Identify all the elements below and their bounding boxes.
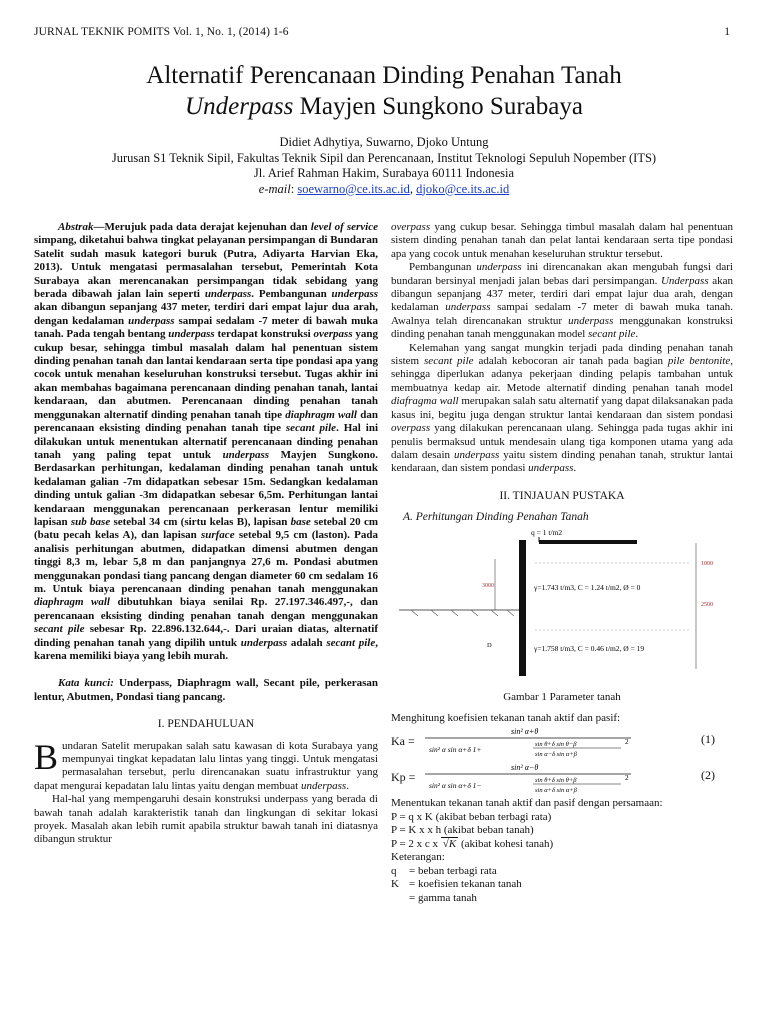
italic-term: overpass bbox=[391, 221, 431, 233]
text-run: . bbox=[573, 462, 577, 475]
right-column bbox=[391, 221, 733, 905]
section-1-heading: I. PENDAHULUAN bbox=[157, 718, 255, 731]
text-run: , karena memiliki biaya yang lebih murah. bbox=[34, 636, 379, 662]
text-run: . Pembangunan bbox=[251, 288, 332, 301]
figure-caption: Gambar 1 Parameter tanah bbox=[503, 690, 621, 703]
italic-term: underpass bbox=[300, 779, 347, 792]
text-run: yang dilakukan perencanaan ulang. Sehingga pada tugas akhir ini penulis bermaksud untuk mendesain ulang tiga komponen utama yang ada dalam desain bbox=[391, 422, 733, 461]
text-run: sampai sedalam -7 meter di bawah muka tanah. Awalnya telah direncanakan struktur bbox=[391, 301, 733, 327]
text-run: —Merujuk pada data derajat kejenuhan dan bbox=[93, 221, 311, 233]
q-label: q = 1 t/m2 bbox=[531, 528, 563, 537]
italic-term: pile bentonite bbox=[667, 355, 731, 368]
abstract: Abstrak—Merujuk pada data derajat kejenuhan dan level of service simpang, diketahui bahwa tingkat pelayanan persimpangan di Bundaran Satelit sudah masuk kategori buruk (Putra, Adiyarta Harvian Eka, 2013). Untuk mengatasi permasalahan tersebut, Pemerintah Kota Surabaya akan merencanakan persimpangan tidak sebidang yang berada dibawah jalan lain seperti underpass. Pembangunan underpass akan dibangun sepanjang 437 meter, terdiri dari empat lajur dua arah, dengan kedalaman underpass sampai sedalam -7 meter di bawah muka tanah. Pada tengah bentang underpass terdapat konstruksi overpass yang cukup besar, sehingga timbul masalah dalam hal penentuan sistem dinding penahan tanah dan lantai kendaraan serta tipe pondasi apa yang cocok untuk menahan keseluruhan konstruksi tersebut. Tugas akhir ini akan membahas bagaimana perencanaan dinding penahan tanah, lantai kendaraan, dan abutmen. Perencanaan dinding penahan tanah menggunakan alternatif dinding penahan tanah tipe diaphragm wall dan perencanaan eksisting dinding penahan tanah tipe secant pile. Hal ini dilakukan untuk menentukan alternatif perencanaan dinding penahan tanah yang paling tepat untuk underpass Mayjen Sungkono. Berdasarkan perhitungan, kedalaman dinding penahan tanah untuk kedalaman galian -7m didapatkan sebesar 15m. Sedangkan kedalaman dinding untuk galian -3m didapatkan sebesar 6,5m. Perhitungan lantai kendaraan menggunakan perencanaan perkerasan lentur memiliki lapisan sub base setebal 34 cm (sirtu kelas B), lapisan base setebal 20 cm (batu pecah kelas A), dan lapisan surface setebal 9,5 cm (laston). Pada analisis perhitungan abutmen, didapatkan dimensi abutmen dengan tinggi 8,3 m, lebar 5,8 m dan panjangnya 27,6 m. Pondasi abutmen menggunakan pondasi tiang pancang dengan diameter 60 cm sedalam 16 m. Untuk biaya perencanaan dinding penahan tanah menggunakan diaphragm wall dibutuhkan biaya senilai Rp. 27.197.346.497,-, dan perencanaan eksisting dinding penahan tanah dengan menggunakan secant pile sebesar Rp. 22.896.132.644,-. Dari uraian diatas, alternatif dinding penahan tanah yang dipilih untuk underpass adalah secant pile, karena memiliki biaya yang lebih murah. bbox=[34, 221, 379, 662]
d-label: D bbox=[487, 641, 492, 649]
svg-text:sin² α sin α+δ 1+: sin² α sin α+δ 1+ bbox=[429, 745, 482, 755]
italic-term: underpass bbox=[528, 462, 574, 475]
italic-term: diaphragm wall bbox=[285, 408, 357, 421]
figure-soil-parameters bbox=[391, 529, 733, 687]
italic-term: secant pile bbox=[424, 355, 474, 368]
keterangan-label: Keterangan: bbox=[391, 851, 445, 864]
keterangan-list bbox=[391, 865, 733, 906]
text-run: menggunakan konstruksi dinding penahan tanah menggunakan model bbox=[391, 314, 733, 341]
dim-1000: 1000 bbox=[701, 560, 713, 567]
right-paragraph-2 bbox=[391, 261, 733, 341]
svg-text:2: 2 bbox=[625, 774, 629, 783]
email-link-1[interactable]: soewarno@ce.its.ac.id bbox=[297, 181, 410, 196]
layer-2-params: γ=1.758 t/m3, C = 0.46 t/m2, Ø = 19 bbox=[534, 643, 645, 653]
keterangan-desc: = koefisien tekanan tanah bbox=[409, 878, 522, 891]
dim-2500: 2500 bbox=[701, 601, 713, 608]
section-2-heading: II. TINJAUAN PUSTAKA bbox=[499, 489, 625, 502]
text-run: setebal 34 cm (sirtu kelas B), lapisan bbox=[110, 515, 291, 528]
text-run: sampai sedalam -7 meter di bawah muka tanah. Pada tengah bentang bbox=[34, 314, 378, 341]
text-run: sebesar Rp. 22.896.132.644,-. Dari uraian diatas, alternatif dinding penahan tanah yang dipilih untuk bbox=[34, 623, 378, 649]
soil-diagram bbox=[391, 529, 733, 687]
svg-text:sin α+δ sin α+β: sin α+δ sin α+β bbox=[535, 787, 577, 795]
intro-paragraph-1 bbox=[34, 736, 378, 794]
italic-term: secant pile bbox=[285, 422, 337, 435]
ka-fraction bbox=[421, 725, 711, 761]
text-run: yaitu sistem dinding penahan tanah, struktur lantai kendaraan, dan sistem pondasi bbox=[391, 448, 734, 475]
text-run: akan dibangun sepanjang 437 meter, terdiri dari empat lajur dua arah, dengan kedalaman bbox=[391, 274, 734, 314]
text-run: setebal 9,5 cm (laston). Pada analisis perhitungan abutmen, didapatkan dimensi abutmen dengan tinggi 8,3 m, lebar 5,8 m dan panjangnya 27,6 m. Pondasi abutmen menggunakan pondasi tiang pancang dengan diameter 60 cm sedalam 16 m. Untuk biaya perencanaan dinding penahan tanah menggunakan bbox=[34, 529, 378, 595]
intro-paragraph-2: Hal-hal yang mempengaruhi desain konstruksi underpass yang berada di bawah tanah adalah karakteristik tanah dan lingkungan di sekitar lokasi proyek. Masalah akan lebih rumit apabila struktur bawah tanah ini diatasnya dibangun struktur bbox=[34, 793, 378, 846]
italic-term: level of service bbox=[310, 221, 378, 233]
keterangan-symbol: q bbox=[391, 864, 397, 877]
retaining-wall bbox=[519, 540, 526, 676]
italic-term: overpass bbox=[313, 328, 353, 341]
affiliation: Jurusan S1 Teknik Sipil, Fakultas Teknik Sipil dan Perencanaan, Institut Teknologi Sepuluh Nopember (ITS) bbox=[111, 150, 657, 165]
italic-term: underpass bbox=[445, 301, 491, 314]
dim-3000: 3000 bbox=[482, 582, 494, 589]
text-run: setebal 20 cm (batu pecah kelas A), dan lapisan bbox=[34, 515, 378, 542]
layer-1-params: γ=1.743 t/m3, C = 1.24 t/m2, Ø = 0 bbox=[534, 582, 641, 592]
keterangan-symbol: K bbox=[391, 878, 399, 891]
italic-term: secant pile bbox=[326, 636, 376, 649]
author-block bbox=[0, 135, 768, 197]
keterangan-desc: = gamma tanah bbox=[409, 891, 477, 904]
kp-fraction bbox=[421, 761, 711, 797]
svg-text:sin θ+δ sin θ−β: sin θ+δ sin θ−β bbox=[535, 741, 577, 749]
paper-title bbox=[0, 60, 768, 122]
italic-term: sub base bbox=[70, 515, 111, 528]
text-run: merupakan salah satu alternatif yang dapat dilaksanakan pada kasus ini, begitu juga dengan struktur lantai kendaraan dan sistem pondasi bbox=[391, 395, 733, 421]
svg-text:2: 2 bbox=[625, 738, 629, 747]
drop-cap: B bbox=[34, 736, 59, 777]
italic-term: diafragma wall bbox=[391, 395, 459, 408]
text-run: adalah bbox=[287, 636, 327, 649]
text-run: Pembangunan bbox=[409, 261, 477, 274]
svg-text:sin² α+θ: sin² α+θ bbox=[511, 727, 539, 737]
surcharge-load bbox=[539, 540, 637, 544]
keterangan-item bbox=[391, 865, 733, 879]
journal-header: JURNAL TEKNIK POMITS Vol. 1, No. 1, (2014) 1-6 bbox=[34, 26, 289, 38]
text-run: . bbox=[635, 328, 639, 341]
text-run: , sehingga diperlukan adanya pekerjaan dinding pelapis tambahan untuk membuatnya kedap air. Metode alternatif dinding penahan tanah model bbox=[391, 355, 733, 394]
equation-number-2: (2) bbox=[701, 768, 715, 783]
email-link-2[interactable]: djoko@ce.its.ac.id bbox=[416, 181, 510, 196]
italic-term: underpass bbox=[204, 288, 252, 301]
text-run: ini direncanakan akan mengubah fungsi dari bundaran bersinyal menjadi jalan bebas dari persimpangan. bbox=[391, 261, 733, 287]
pressure-eq-2: P = K x x h (akibat beban tanah) bbox=[391, 824, 534, 837]
equation-number-1: (1) bbox=[701, 732, 715, 747]
text-run: dibutuhkan biaya senilai Rp. 27.197.346.497,-, dan perencanaan eksisting dinding penahan tanah dengan menggunakan bbox=[34, 596, 378, 622]
text-run: terdapat konstruksi bbox=[214, 328, 314, 341]
svg-text:sin α−δ sin α+β: sin α−δ sin α+β bbox=[535, 751, 577, 759]
italic-term: underpass bbox=[331, 288, 379, 301]
italic-term: diaphragm wall bbox=[34, 596, 110, 609]
text-run: simpang, diketahui bahwa tingkat pelayanan persimpangan di Bundaran Satelit sudah masuk kategori buruk (Putra, Adiyarta Harvian Eka, 2013). Untuk mengatasi permasalahan tersebut, Pemerintah Kota Surabaya akan merencanakan persimpangan tidak sebidang yang berada dibawah jalan lain seperti bbox=[34, 234, 378, 301]
title-line-1: Alternatif Perencanaan Dinding Penahan Tanah bbox=[146, 62, 622, 89]
italic-term: Underpass bbox=[660, 274, 709, 287]
svg-text:sin² α−θ: sin² α−θ bbox=[511, 763, 539, 773]
equation-kp: Kp = sin² α−θ sin² α sin α+δ 1− sin θ+δ sin θ+β sin α+δ sin α+β 2 (2) bbox=[391, 761, 733, 797]
email-line: e-mail: soewarno@ce.its.ac.id, djoko@ce.its.ac.id bbox=[258, 181, 510, 196]
equation-intro: Menghitung koefisien tekanan tanah aktif dan pasif: bbox=[391, 711, 621, 724]
keywords: Kata kunci: Underpass, Diaphragm wall, Secant pile, perkerasan lentur, Abutmen, Pondasi tiang pancang. bbox=[34, 677, 378, 703]
pressure-eq-1: P = q x K (akibat beban terbagi rata) bbox=[391, 810, 552, 823]
italic-term: underpass bbox=[568, 314, 614, 327]
italic-term: underpass bbox=[454, 448, 500, 461]
text-run: akan dibangun sepanjang 437 meter, terdiri dari empat lajur dua arah, dengan kedalaman bbox=[34, 301, 378, 327]
italic-term: secant pile bbox=[34, 623, 85, 636]
keterangan-desc: = beban terbagi rata bbox=[409, 864, 497, 877]
equation-ka: Ka = sin² α+θ sin² α sin α+δ 1+ sin θ+δ sin θ−β sin α−δ sin α+β 2 (1) bbox=[391, 725, 733, 761]
text-run: dan perencanaan eksisting dinding penahan tanah tipe bbox=[34, 408, 378, 435]
italic-term: base bbox=[290, 515, 311, 528]
italic-term: underpass bbox=[222, 448, 270, 461]
text-run: . Hal ini dilakukan untuk menentukan alternatif perencanaan dinding penahan tanah yang paling tepat untuk bbox=[34, 422, 379, 461]
pressure-eq-3: P = 2 x c x √K (akibat kohesi tanah) bbox=[391, 837, 554, 850]
italic-term: underpass bbox=[168, 328, 215, 341]
text-run: Mayjen Sungkono. Berdasarkan perhitungan, kedalaman dinding penahan tanah untuk kedalaman galian -7m didapatkan sebesar 15m. Sedangkan kedalaman dinding untuk galian -3m didapatkan sebesar 6,5m. Perhitungan lantai kendaraan menggunakan perencanaan perkerasan lentur memiliki lapisan bbox=[34, 448, 379, 528]
italic-term: overpass bbox=[391, 422, 431, 435]
text-run: yang cukup besar, sehingga timbul masalah dalam hal penentuan sistem dinding penahan tanah dan lantai kendaraan serta tipe pondasi apa yang cocok untuk menahan keseluruhan konstruksi tersebut. Tugas akhir ini akan membahas bagaimana perencanaan dinding penahan tanah, lantai kendaraan, dan abutmen. Perencanaan dinding penahan tanah menggunakan alternatif dinding penahan tanah tipe bbox=[34, 328, 378, 421]
italic-term: underpass bbox=[476, 261, 522, 274]
subsection-a-heading: A. Perhitungan Dinding Penahan Tanah bbox=[403, 511, 589, 524]
text-run: yang cukup besar. Sehingga timbul masalah dalam hal penentuan sistem dinding penahan tanah dan pelat lantai kendaraan serta tipe pondasi apa yang cocok untuk menahan keseluruhan struktur tersebut. bbox=[391, 221, 733, 260]
keterangan-item bbox=[391, 892, 733, 906]
keterangan-symbol bbox=[391, 892, 409, 906]
text-run: undaran Satelit merupakan salah satu kawasan di kota Surabaya yang mempunyai tingkat kepadatan lalu lintas yang tinggi. Untuk mengatasi permasalahan tersebut, perlu direncanakan suatu infrastruktur yang dapat mengurai kepadatan lalu lintas yaitu dengan membuat bbox=[34, 739, 378, 792]
svg-text:sin² α sin α+δ 1−: sin² α sin α+δ 1− bbox=[429, 781, 482, 791]
right-paragraph-1 bbox=[391, 221, 733, 261]
italic-term: underpass bbox=[128, 314, 175, 327]
pressure-intro: Menentukan tekanan tanah aktif dan pasif dengan persamaan: bbox=[391, 797, 663, 810]
page-number: 1 bbox=[724, 26, 730, 38]
text-run: Kelemahan yang sangat mungkin terjadi pada dinding penahan tanah sistem bbox=[391, 341, 733, 368]
author-names: Didiet Adhytiya, Suwarno, Djoko Untung bbox=[279, 135, 489, 149]
right-paragraph-3 bbox=[391, 342, 733, 476]
title-line-2: Underpass Mayjen Sungkono Surabaya bbox=[185, 93, 583, 120]
italic-term: surface bbox=[200, 529, 235, 542]
italic-term: secant pile bbox=[588, 328, 636, 341]
italic-term: underpass bbox=[240, 636, 288, 649]
text-run: . bbox=[346, 779, 349, 792]
address: Jl. Arief Rahman Hakim, Surabaya 60111 Indonesia bbox=[253, 166, 515, 180]
keterangan-item bbox=[391, 878, 733, 892]
ground-hatch bbox=[411, 610, 514, 616]
left-column bbox=[34, 221, 378, 847]
text-run: adalah kebocoran air tanah pada bagian bbox=[473, 355, 668, 368]
svg-text:sin θ+δ sin θ+β: sin θ+δ sin θ+β bbox=[535, 777, 577, 785]
